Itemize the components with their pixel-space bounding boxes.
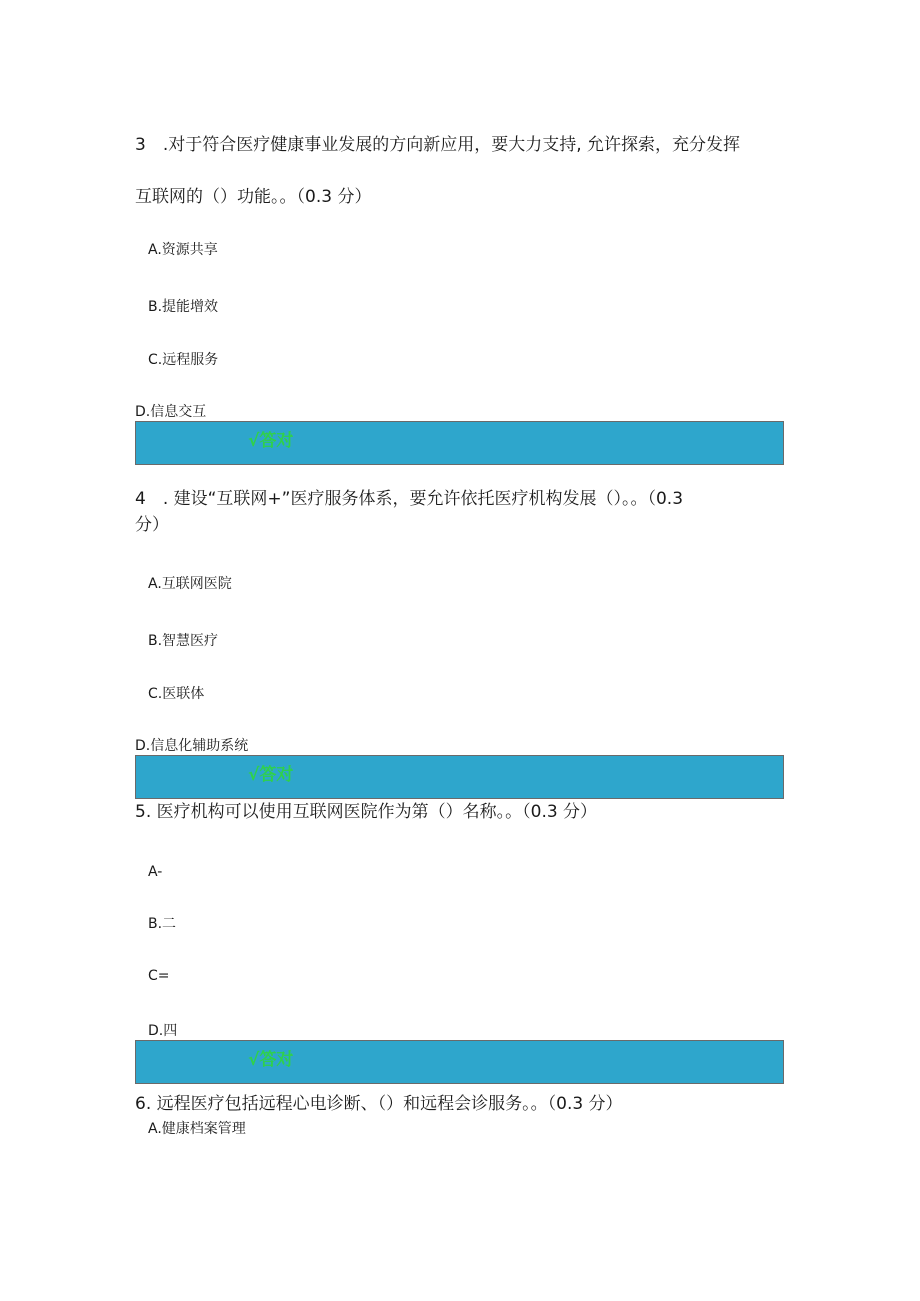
question-6-text: 6. 远程医疗包括远程心电诊断、（）和远程会诊服务。。（0.3 分） [135, 1094, 623, 1114]
result-correct-label-5: √答对 [248, 1050, 294, 1070]
result-correct-label-3: √答对 [248, 431, 294, 451]
option-4a[interactable]: A.互联网医院 [148, 576, 232, 592]
option-5d[interactable]: D.四 [148, 1023, 178, 1039]
option-5c[interactable]: C= [148, 968, 170, 984]
option-5b[interactable]: B.二 [148, 916, 177, 932]
result-bar-4 [135, 755, 784, 799]
option-3c[interactable]: C.远程服务 [148, 352, 219, 368]
question-4-text-line1: 4 . 建设“互联网+”医疗服务体系，要允许依托医疗机构发展（）。。（0.3 [135, 489, 684, 509]
question-3-text-line1: 3 .对于符合医疗健康事业发展的方向新应用，要大力支持, 允许探索，充分发挥 [135, 135, 741, 155]
option-4c[interactable]: C.医联体 [148, 686, 205, 702]
option-3a[interactable]: A.资源共享 [148, 242, 218, 258]
question-4-text-line2: 分） [135, 515, 169, 535]
option-3b[interactable]: B.提能增效 [148, 299, 219, 315]
option-3d[interactable]: D.信息交互 [135, 404, 207, 420]
option-4b[interactable]: B.智慧医疗 [148, 633, 219, 649]
option-4d[interactable]: D.信息化辅助系统 [135, 738, 249, 754]
question-5-text: 5. 医疗机构可以使用互联网医院作为第（）名称。。（0.3 分） [135, 802, 598, 822]
option-5a[interactable]: A- [148, 864, 163, 880]
result-bar-3 [135, 421, 784, 465]
option-6a[interactable]: A.健康档案管理 [148, 1121, 246, 1137]
result-bar-5 [135, 1040, 784, 1084]
result-correct-label-4: √答对 [248, 765, 294, 785]
question-3-text-line2: 互联网的（）功能。。（0.3 分） [135, 187, 372, 207]
